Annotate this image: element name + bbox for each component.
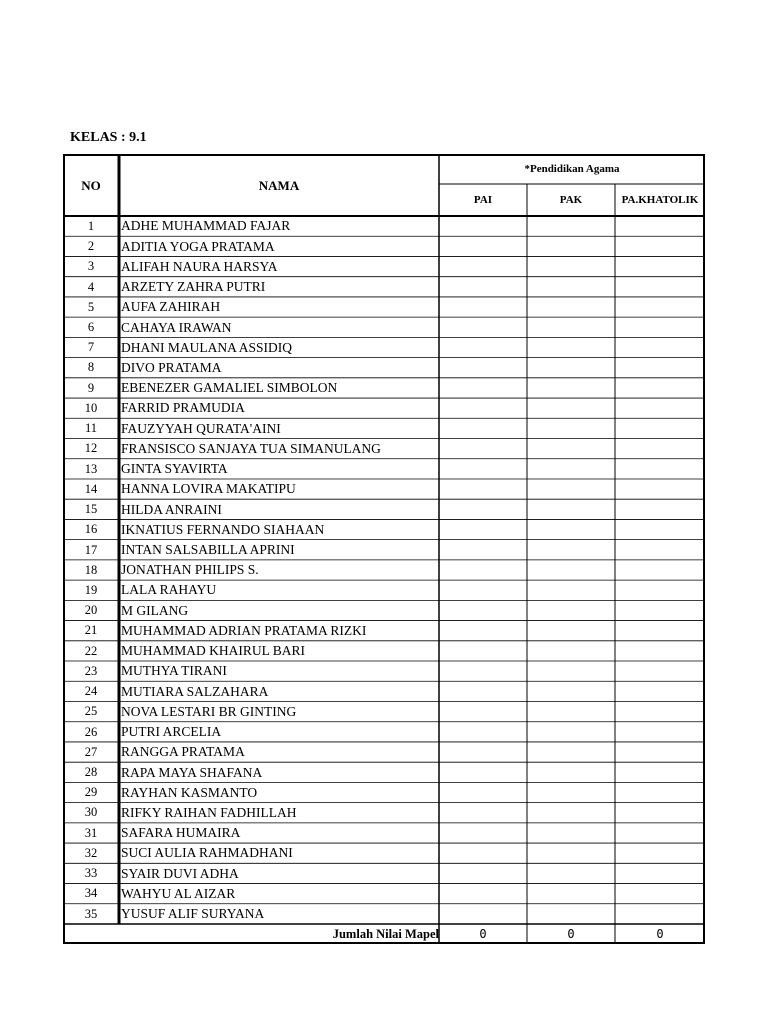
student-name: EBENEZER GAMALIEL SIMBOLON bbox=[121, 380, 338, 396]
total-pak: 0 bbox=[567, 927, 575, 941]
pai-score-cell bbox=[439, 681, 527, 701]
pak-score-cell bbox=[527, 337, 615, 357]
pak-score-cell bbox=[527, 742, 615, 762]
student-name: YUSUF ALIF SURYANA bbox=[121, 906, 265, 922]
row-number: 25 bbox=[84, 704, 98, 719]
pai-score-cell bbox=[439, 519, 527, 539]
pak-score-cell bbox=[527, 216, 615, 236]
row-number: 8 bbox=[87, 360, 95, 375]
pa-khatolik-score-cell bbox=[615, 621, 705, 641]
pak-score-cell bbox=[527, 499, 615, 519]
pai-score-cell bbox=[439, 236, 527, 256]
row-number: 32 bbox=[84, 845, 98, 860]
pak-score-cell bbox=[527, 904, 615, 924]
student-name: RAYHAN KASMANTO bbox=[121, 784, 258, 800]
row-number: 21 bbox=[84, 623, 98, 638]
row-number: 16 bbox=[84, 522, 98, 537]
pa-khatolik-score-cell bbox=[615, 540, 705, 560]
pai-score-cell bbox=[439, 479, 527, 499]
row-number: 17 bbox=[84, 542, 98, 557]
pa-khatolik-score-cell bbox=[615, 661, 705, 681]
student-name: FARRID PRAMUDIA bbox=[121, 400, 245, 416]
row-number: 6 bbox=[87, 320, 95, 334]
row-number: 29 bbox=[84, 785, 98, 800]
student-name: AUFA ZAHIRAH bbox=[121, 299, 221, 315]
pai-score-cell bbox=[439, 216, 527, 236]
pak-score-cell bbox=[527, 418, 615, 438]
pai-score-cell bbox=[439, 600, 527, 620]
pak-score-cell bbox=[527, 621, 615, 641]
pa-khatolik-score-cell bbox=[615, 600, 705, 620]
header-pak: PAK bbox=[559, 193, 583, 206]
pa-khatolik-score-cell bbox=[615, 580, 705, 600]
pai-score-cell bbox=[439, 358, 527, 378]
pa-khatolik-score-cell bbox=[615, 358, 705, 378]
pa-khatolik-score-cell bbox=[615, 843, 705, 863]
pak-score-cell bbox=[527, 722, 615, 742]
total-pa-khatolik: 0 bbox=[656, 927, 664, 941]
student-name: SYAIR DUVI ADHA bbox=[121, 865, 239, 881]
header-pa-khatolik: PA.KHATOLIK bbox=[621, 193, 699, 206]
student-name: NOVA LESTARI BR GINTING bbox=[121, 703, 297, 719]
row-number: 5 bbox=[87, 299, 95, 314]
row-number: 24 bbox=[84, 684, 98, 699]
row-number: 7 bbox=[87, 340, 95, 355]
pak-score-cell bbox=[527, 782, 615, 802]
row-number: 15 bbox=[84, 502, 98, 517]
student-name: RIFKY RAIHAN FADHILLAH bbox=[121, 804, 297, 820]
pa-khatolik-score-cell bbox=[615, 297, 705, 317]
pai-score-cell bbox=[439, 803, 527, 823]
student-name: RANGGA PRATAMA bbox=[121, 744, 245, 760]
pai-score-cell bbox=[439, 418, 527, 438]
pa-khatolik-score-cell bbox=[615, 317, 705, 337]
pai-score-cell bbox=[439, 256, 527, 276]
row-number: 14 bbox=[84, 481, 98, 496]
student-name: FRANSISCO SANJAYA TUA SIMANULANG bbox=[121, 440, 381, 456]
pa-khatolik-score-cell bbox=[615, 236, 705, 256]
pai-score-cell bbox=[439, 722, 527, 742]
student-name: HANNA LOVIRA MAKATIPU bbox=[121, 481, 296, 497]
student-name: RAPA MAYA SHAFANA bbox=[121, 764, 263, 780]
pak-score-cell bbox=[527, 398, 615, 418]
row-number: 22 bbox=[84, 643, 98, 658]
pai-score-cell bbox=[439, 560, 527, 580]
grade-table bbox=[63, 154, 705, 944]
pak-score-cell bbox=[527, 762, 615, 782]
pai-score-cell bbox=[439, 398, 527, 418]
student-name: SUCI AULIA RAHMADHANI bbox=[121, 845, 293, 861]
row-number: 23 bbox=[84, 663, 98, 678]
pai-score-cell bbox=[439, 742, 527, 762]
student-name: LALA RAHAYU bbox=[121, 582, 217, 598]
row-number: 2 bbox=[87, 239, 95, 254]
pa-khatolik-score-cell bbox=[615, 762, 705, 782]
row-number: 18 bbox=[84, 562, 98, 577]
pak-score-cell bbox=[527, 297, 615, 317]
pak-score-cell bbox=[527, 256, 615, 276]
pa-khatolik-score-cell bbox=[615, 560, 705, 580]
student-name: SAFARA HUMAIRA bbox=[121, 825, 241, 841]
row-number: 4 bbox=[87, 279, 95, 294]
pa-khatolik-score-cell bbox=[615, 519, 705, 539]
pa-khatolik-score-cell bbox=[615, 681, 705, 701]
row-number: 27 bbox=[84, 744, 98, 759]
pai-score-cell bbox=[439, 884, 527, 904]
pa-khatolik-score-cell bbox=[615, 499, 705, 519]
pai-score-cell bbox=[439, 277, 527, 297]
pai-score-cell bbox=[439, 863, 527, 883]
row-number: 33 bbox=[84, 866, 98, 881]
student-name: PUTRI ARCELIA bbox=[121, 724, 222, 740]
student-name: ADITIA YOGA PRATAMA bbox=[121, 238, 275, 254]
student-name: JONATHAN PHILIPS S. bbox=[121, 562, 259, 578]
pa-khatolik-score-cell bbox=[615, 378, 705, 398]
student-name: DHANI MAULANA ASSIDIQ bbox=[121, 339, 293, 355]
row-number: 13 bbox=[84, 461, 98, 476]
pa-khatolik-score-cell bbox=[615, 884, 705, 904]
pa-khatolik-score-cell bbox=[615, 722, 705, 742]
pai-score-cell bbox=[439, 843, 527, 863]
pa-khatolik-score-cell bbox=[615, 863, 705, 883]
row-number: 34 bbox=[84, 886, 98, 901]
row-number: 30 bbox=[84, 805, 98, 820]
pa-khatolik-score-cell bbox=[615, 782, 705, 802]
student-name: MUTHYA TIRANI bbox=[121, 663, 227, 679]
row-number: 19 bbox=[84, 582, 98, 597]
pak-score-cell bbox=[527, 884, 615, 904]
header-no: NO bbox=[81, 177, 101, 193]
pa-khatolik-score-cell bbox=[615, 803, 705, 823]
pai-score-cell bbox=[439, 297, 527, 317]
class-label: KELAS : 9.1 bbox=[70, 130, 147, 145]
pak-score-cell bbox=[527, 681, 615, 701]
total-label: Jumlah Nilai Mapel bbox=[332, 926, 439, 941]
student-name: ALIFAH NAURA HARSYA bbox=[121, 258, 278, 274]
pai-score-cell bbox=[439, 378, 527, 398]
pak-score-cell bbox=[527, 863, 615, 883]
student-name: MUHAMMAD KHAIRUL BARI bbox=[121, 643, 306, 659]
pai-score-cell bbox=[439, 540, 527, 560]
pak-score-cell bbox=[527, 580, 615, 600]
pak-score-cell bbox=[527, 560, 615, 580]
header-pendidikan-agama: *Pendidikan Agama bbox=[524, 162, 620, 175]
pai-score-cell bbox=[439, 337, 527, 357]
pak-score-cell bbox=[527, 236, 615, 256]
row-number: 9 bbox=[87, 380, 95, 395]
row-number: 1 bbox=[87, 218, 95, 233]
pak-score-cell bbox=[527, 317, 615, 337]
student-name: DIVO PRATAMA bbox=[121, 359, 222, 375]
student-name: CAHAYA IRAWAN bbox=[121, 319, 232, 335]
pa-khatolik-score-cell bbox=[615, 398, 705, 418]
pak-score-cell bbox=[527, 600, 615, 620]
student-name: M GILANG bbox=[121, 602, 189, 618]
pai-score-cell bbox=[439, 641, 527, 661]
pai-score-cell bbox=[439, 459, 527, 479]
pak-score-cell bbox=[527, 701, 615, 721]
pai-score-cell bbox=[439, 439, 527, 459]
pai-score-cell bbox=[439, 621, 527, 641]
pak-score-cell bbox=[527, 439, 615, 459]
pa-khatolik-score-cell bbox=[615, 823, 705, 843]
student-name: MUTIARA SALZAHARA bbox=[121, 683, 269, 699]
pa-khatolik-score-cell bbox=[615, 277, 705, 297]
pak-score-cell bbox=[527, 277, 615, 297]
pa-khatolik-score-cell bbox=[615, 216, 705, 236]
row-number: 31 bbox=[84, 825, 98, 840]
pak-score-cell bbox=[527, 479, 615, 499]
pak-score-cell bbox=[527, 540, 615, 560]
row-number: 11 bbox=[84, 421, 98, 436]
pai-score-cell bbox=[439, 701, 527, 721]
pa-khatolik-score-cell bbox=[615, 701, 705, 721]
pak-score-cell bbox=[527, 358, 615, 378]
pak-score-cell bbox=[527, 843, 615, 863]
student-name: IKNATIUS FERNANDO SIAHAAN bbox=[121, 521, 325, 537]
student-name: MUHAMMAD ADRIAN PRATAMA RIZKI bbox=[121, 622, 367, 638]
pa-khatolik-score-cell bbox=[615, 904, 705, 924]
pai-score-cell bbox=[439, 580, 527, 600]
row-number: 26 bbox=[84, 724, 98, 739]
pa-khatolik-score-cell bbox=[615, 337, 705, 357]
pa-khatolik-score-cell bbox=[615, 641, 705, 661]
header-pai: PAI bbox=[473, 193, 493, 206]
row-number: 3 bbox=[87, 259, 95, 274]
row-number: 28 bbox=[84, 765, 98, 780]
row-number: 20 bbox=[84, 603, 98, 618]
pai-score-cell bbox=[439, 499, 527, 519]
pai-score-cell bbox=[439, 904, 527, 924]
student-name: GINTA SYAVIRTA bbox=[121, 461, 228, 477]
pai-score-cell bbox=[439, 823, 527, 843]
student-name: WAHYU AL AIZAR bbox=[121, 885, 236, 901]
student-name: FAUZYYAH QURATA'AINI bbox=[121, 420, 281, 436]
row-number: 35 bbox=[84, 906, 98, 921]
pak-score-cell bbox=[527, 823, 615, 843]
pa-khatolik-score-cell bbox=[615, 742, 705, 762]
row-number: 10 bbox=[84, 400, 98, 415]
pa-khatolik-score-cell bbox=[615, 256, 705, 276]
total-pai: 0 bbox=[479, 927, 487, 941]
student-name: HILDA ANRAINI bbox=[121, 501, 222, 517]
pa-khatolik-score-cell bbox=[615, 439, 705, 459]
pak-score-cell bbox=[527, 519, 615, 539]
header-nama: NAMA bbox=[258, 177, 300, 193]
pai-score-cell bbox=[439, 661, 527, 681]
pa-khatolik-score-cell bbox=[615, 479, 705, 499]
pak-score-cell bbox=[527, 661, 615, 681]
pa-khatolik-score-cell bbox=[615, 459, 705, 479]
pak-score-cell bbox=[527, 378, 615, 398]
pak-score-cell bbox=[527, 459, 615, 479]
pa-khatolik-score-cell bbox=[615, 418, 705, 438]
student-name: ADHE MUHAMMAD FAJAR bbox=[121, 218, 291, 234]
pai-score-cell bbox=[439, 762, 527, 782]
student-name: INTAN SALSABILLA APRINI bbox=[121, 542, 295, 558]
pai-score-cell bbox=[439, 782, 527, 802]
row-number: 12 bbox=[84, 441, 98, 456]
pak-score-cell bbox=[527, 641, 615, 661]
pai-score-cell bbox=[439, 317, 527, 337]
pak-score-cell bbox=[527, 803, 615, 823]
student-name: ARZETY ZAHRA PUTRI bbox=[121, 279, 266, 295]
